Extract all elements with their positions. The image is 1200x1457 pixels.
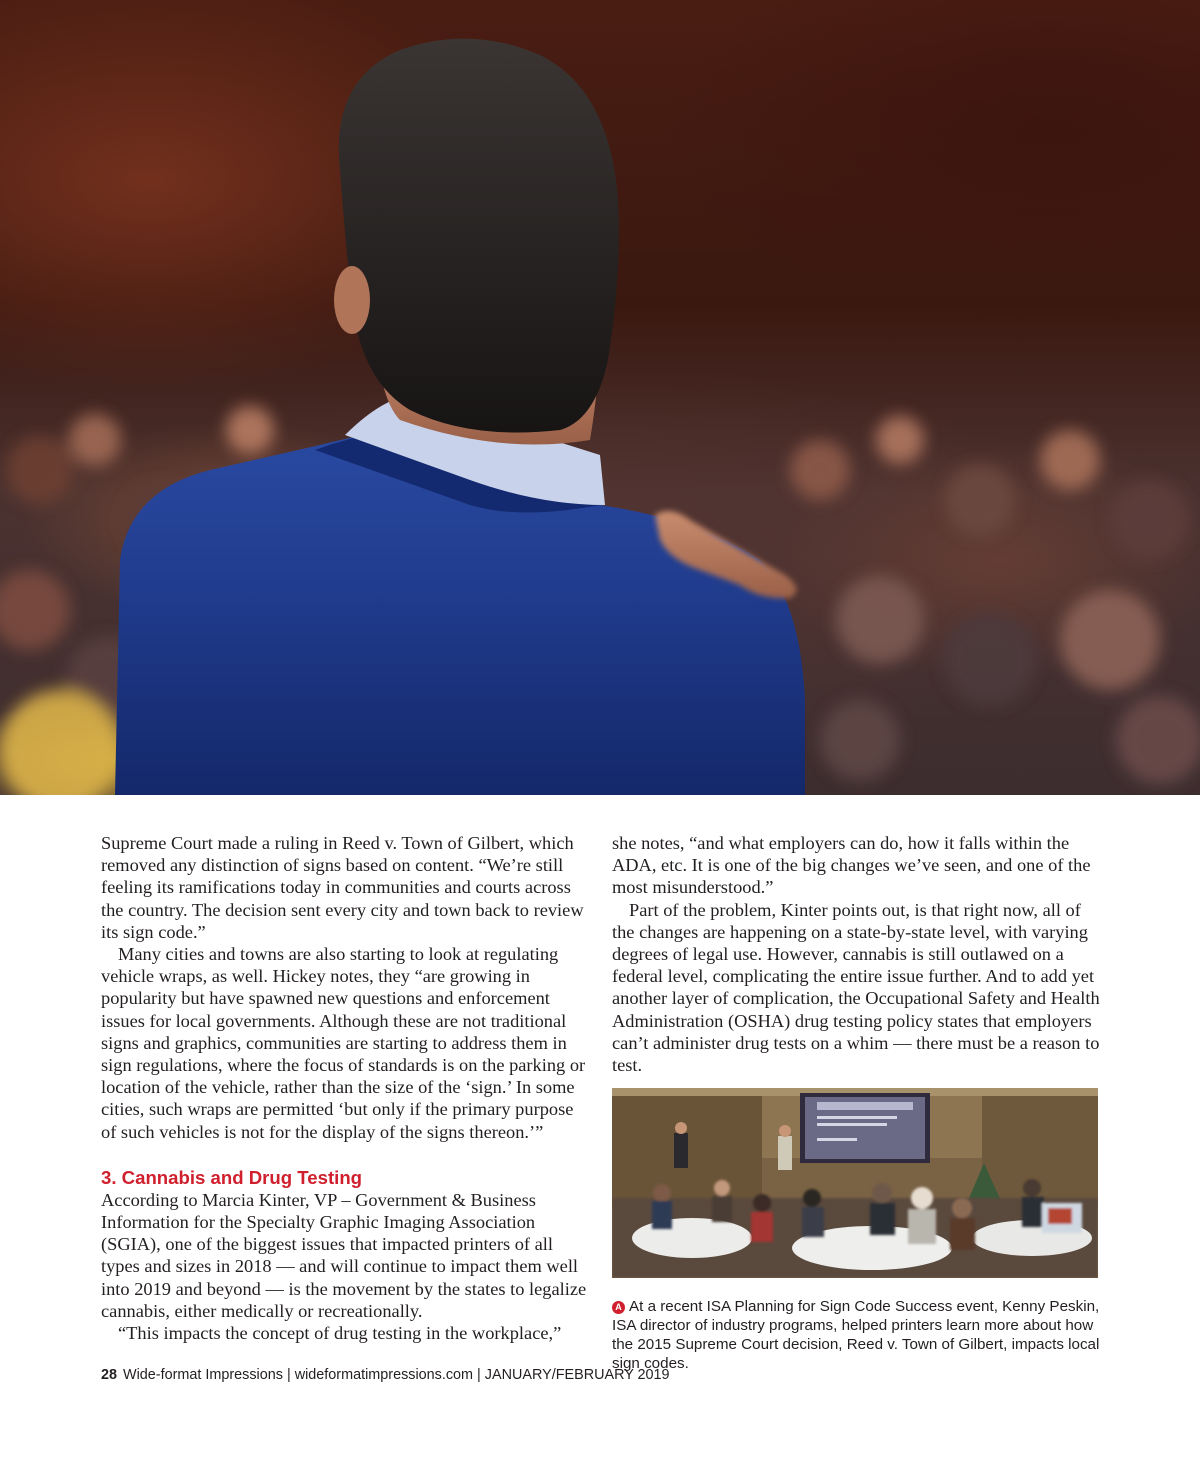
- publication-website: wideformatimpressions.com: [294, 1367, 474, 1383]
- caption-text: At a recent ISA Planning for Sign Code Success event, Kenny Peskin, ISA director of industry programs, helped printers learn more about how the 2015 Supreme Court decision, Reed v. Town of Gilbert, impacts local sign codes.: [612, 1298, 1100, 1372]
- inset-photo: [612, 1088, 1098, 1278]
- publication-name: Wide-format Impressions: [123, 1367, 283, 1383]
- section-heading: 3. Cannabis and Drug Testing: [101, 1166, 363, 1188]
- article-right-column: [612, 832, 1100, 1076]
- body-paragraph: Many cities and towns are also starting to look at regulating vehicle wraps, as well. Hickey notes, they “are growing in popularity but have spawned new questions and enforcement issues for local governments. Although these are not traditional signs and graphics, communities are starting to address them in sign regulations, where the focus of standards is on the parking or location of the vehicle, rather than the size of the ‘sign.’ In some cities, such wraps are permitted ‘but only if the primary purpose of such vehicles is not for the display of the signs thereon.’”: [101, 944, 586, 1142]
- inset-photo-illustration: [612, 1088, 1098, 1278]
- caption-marker-icon: A: [612, 1301, 625, 1314]
- article-left-column: [101, 832, 589, 1344]
- footer-separator: |: [477, 1367, 481, 1383]
- page-number: 28: [101, 1367, 118, 1383]
- page-footer: [101, 1366, 670, 1384]
- body-paragraph: “This impacts the concept of drug testing in the workplace,”: [118, 1323, 562, 1344]
- issue-date: JANUARY/FEBRUARY 2019: [484, 1367, 670, 1383]
- footer-separator: |: [286, 1367, 291, 1383]
- body-paragraph: she notes, “and what employers can do, how it falls within the ADA, etc. It is one of the big changes we’ve seen, and one of the most misunderstood.”: [612, 833, 1091, 898]
- body-paragraph: According to Marcia Kinter, VP – Government & Business Information for the Specialty Graphic Imaging Association (SGIA), one of the biggest issues that impacted printers of all types and sizes in 2018 — and will continue to impact them well into 2019 and beyond — is the movement by the states to legalize cannabis, either medically or recreationally.: [101, 1189, 587, 1321]
- body-paragraph: Supreme Court made a ruling in Reed v. Town of Gilbert, which removed any distinction of signs based on content. “We’re still feeling its ramifications today in communities and courts across the country. The decision sent every city and town back to review its sign code.”: [101, 833, 584, 942]
- photo-caption: [612, 1297, 1102, 1373]
- body-paragraph: Part of the problem, Kinter points out, is that right now, all of the changes are happening on a state-by-state level, with varying degrees of legal use. However, cannabis is still outlawed on a federal level, complicating the entire issue further. And to add yet another layer of complication, the Occupational Safety and Health Administration (OSHA) drug testing policy states that employers can’t administer drug tests on a whim — there must be a reason to test.: [612, 899, 1100, 1076]
